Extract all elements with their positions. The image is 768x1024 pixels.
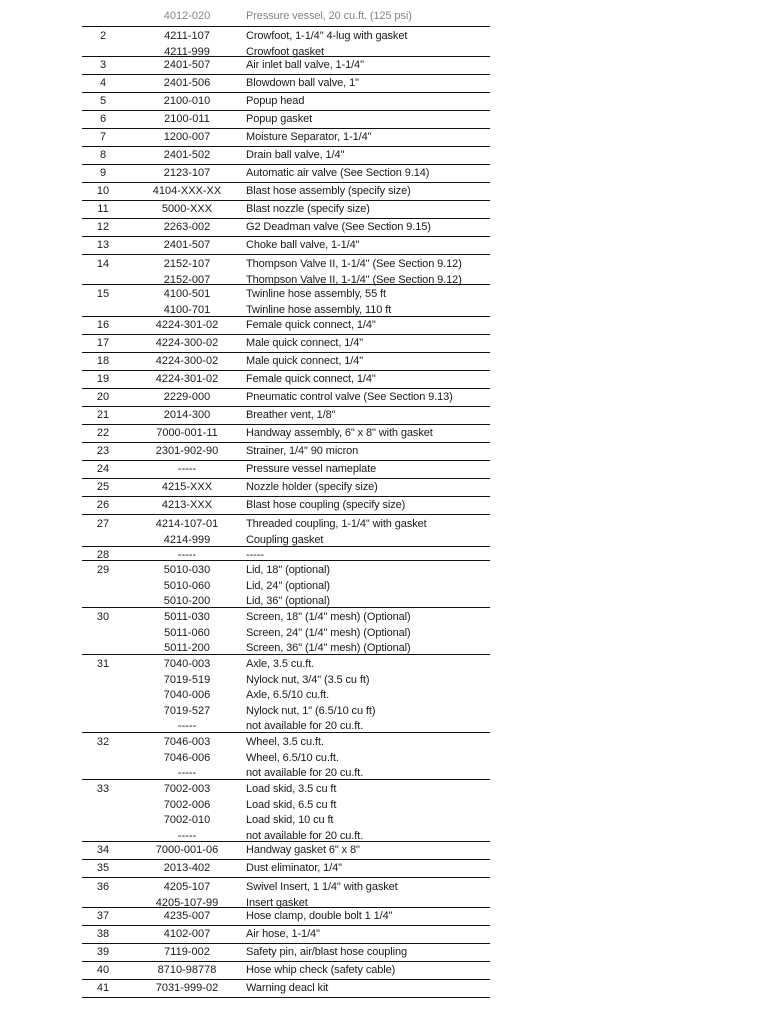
part-number: 4224-301-02 (155, 319, 219, 331)
table-row-line (82, 962, 490, 978)
table-row (82, 980, 490, 998)
table-row-line (82, 908, 490, 924)
table-row (82, 219, 490, 237)
part-description: Crowfoot gasket (246, 45, 324, 58)
table-row-line (82, 687, 490, 703)
part-number: 7002-003 (163, 783, 211, 795)
part-description: Hose whip check (safety cable) (246, 964, 396, 976)
table-row-line (82, 797, 490, 813)
table-row-line (82, 672, 490, 688)
table-row-line (82, 703, 490, 719)
part-description: Handway assembly, 6" x 8" with gasket (246, 427, 433, 439)
part-description: Axle, 3.5 cu.ft. (246, 658, 315, 670)
item-number: 5 (99, 95, 107, 107)
part-description: not available for 20 cu.ft. (246, 720, 364, 732)
part-number: 5011-200 (164, 642, 210, 654)
table-row-line (82, 842, 490, 858)
table-row (82, 842, 490, 860)
item-number: 19 (96, 373, 110, 385)
part-description: Blowdown ball valve, 1" (246, 77, 359, 89)
item-number: 10 (96, 185, 110, 197)
table-row-line (82, 765, 490, 781)
item-number: 7 (99, 131, 107, 143)
table-row (82, 371, 490, 389)
table-row-line (82, 335, 490, 351)
part-description: Screen, 18" (1/4" mesh) (Optional) (246, 611, 411, 623)
part-description: Coupling gasket (246, 533, 324, 546)
table-row-line (82, 93, 490, 109)
table-row (82, 57, 490, 75)
table-row-line (82, 219, 490, 235)
table-row-line (82, 389, 490, 405)
item-number: 4 (99, 77, 107, 89)
part-description: Moisture Separator, 1-1/4" (246, 131, 372, 143)
part-number: ----- (177, 829, 197, 842)
table-row-line (82, 302, 490, 318)
part-number: 8710-98778 (157, 964, 217, 976)
part-number: 4214-999 (163, 533, 211, 546)
part-description: Thompson Valve II, 1-1/4" (See Section 9.12) (246, 273, 462, 286)
part-description: Female quick connect, 1/4" (246, 373, 376, 385)
part-number: 2401-506 (163, 77, 211, 89)
part-description: Popup head (246, 95, 305, 107)
part-description: Axle, 6.5/10 cu.ft. (246, 689, 330, 701)
table-row-line (82, 479, 490, 495)
table-row-line (82, 860, 490, 876)
part-number: 2401-507 (163, 59, 211, 71)
table-row (82, 317, 490, 335)
part-number: 2229-000 (163, 391, 211, 403)
item-number: 37 (96, 910, 110, 922)
table-row-line (82, 944, 490, 960)
table-row-line (82, 926, 490, 942)
item-number: 21 (96, 409, 110, 421)
part-description: Male quick connect, 1/4" (246, 337, 364, 349)
part-number: 5011-060 (164, 626, 210, 639)
item-number: 35 (96, 862, 110, 874)
table-row-line (82, 497, 490, 513)
table-row (82, 353, 490, 371)
table-row (82, 944, 490, 962)
item-number: 18 (96, 355, 110, 367)
part-number: 4205-107-99 (155, 896, 219, 909)
item-number: 6 (99, 113, 107, 125)
part-number: 4235-007 (163, 910, 211, 922)
part-description: not available for 20 cu.ft. (246, 829, 364, 842)
table-row (82, 129, 490, 147)
item-number: 31 (96, 658, 110, 670)
item-number: 13 (96, 239, 110, 251)
part-number: 2401-507 (163, 239, 211, 251)
part-description: Screen, 24" (1/4" mesh) (Optional) (246, 626, 411, 639)
table-row-line (82, 111, 490, 127)
table-row-line (82, 286, 490, 302)
table-row-line (82, 562, 490, 578)
part-number: 2263-002 (163, 221, 211, 233)
table-row (82, 479, 490, 497)
part-number: 5010-200 (163, 595, 211, 607)
part-number: 5000-XXX (161, 203, 213, 215)
table-row-line (82, 609, 490, 625)
item-number: 22 (96, 427, 110, 439)
item-number: 14 (96, 258, 110, 270)
item-number: 33 (96, 783, 110, 795)
part-number: 4102-007 (163, 928, 211, 940)
item-number: 25 (96, 481, 110, 493)
table-row-line (82, 980, 490, 996)
part-description: Female quick connect, 1/4" (246, 319, 376, 331)
part-number: 7019-527 (163, 704, 211, 717)
table-row (82, 237, 490, 255)
part-description: Nylock nut, 1" (6.5/10 cu ft) (246, 704, 376, 717)
part-description: Handway gasket 6" x 8" (246, 844, 360, 856)
table-row-line (82, 640, 490, 656)
part-number: 1200-007 (163, 131, 211, 143)
table-row-line (82, 201, 490, 217)
part-number: 4224-300-02 (155, 355, 219, 367)
part-description: Choke ball valve, 1-1/4" (246, 239, 360, 251)
part-number: 7040-003 (163, 658, 211, 670)
part-description: Threaded coupling, 1-1/4" with gasket (246, 518, 427, 530)
table-row-line (82, 718, 490, 734)
part-description: Warning deacl kit (246, 982, 329, 994)
part-number: 2152-107 (163, 258, 211, 270)
table-row (82, 908, 490, 926)
part-number: ----- (177, 549, 197, 561)
part-description: G2 Deadman valve (See Section 9.15) (246, 221, 431, 233)
part-description: Strainer, 1/4" 90 micron (246, 445, 359, 457)
table-row-line (82, 734, 490, 750)
item-number: 39 (96, 946, 110, 958)
table-row-line (82, 407, 490, 423)
part-number: 4100-501 (163, 288, 211, 300)
part-description: Wheel, 3.5 cu.ft. (246, 736, 324, 748)
part-description: Lid, 18" (optional) (246, 564, 330, 576)
table-row (82, 255, 490, 285)
table-row (82, 962, 490, 980)
table-row (82, 443, 490, 461)
part-number: 4224-300-02 (155, 337, 219, 349)
item-number: 36 (96, 881, 110, 893)
part-number: 7031-999-02 (155, 982, 219, 994)
part-description: Pressure vessel nameplate (246, 463, 377, 475)
part-description: Drain ball valve, 1/4" (246, 149, 345, 161)
table-row (82, 111, 490, 129)
part-number: 7000-001-11 (156, 427, 218, 439)
item-number: 2 (99, 30, 107, 42)
part-number: 4104-XXX-XX (152, 185, 222, 197)
part-number: ----- (177, 767, 197, 779)
part-description: Dust eliminator, 1/4" (246, 862, 342, 874)
item-number: 23 (96, 445, 110, 457)
table-row-line (82, 317, 490, 333)
part-number: ----- (177, 720, 197, 732)
table-row-line (82, 425, 490, 441)
item-number: 28 (96, 549, 110, 561)
table-row (82, 183, 490, 201)
table-row (82, 93, 490, 111)
table-row-line (82, 371, 490, 387)
part-number: 4214-107-01 (155, 518, 219, 530)
part-number: 5010-030 (163, 564, 211, 576)
table-row-line (82, 461, 490, 477)
table-row-line (82, 532, 490, 548)
item-number: 26 (96, 499, 110, 511)
table-row (82, 860, 490, 878)
table-row-line (82, 656, 490, 672)
part-number: 2152-007 (163, 273, 211, 286)
item-number: 40 (96, 964, 110, 976)
part-number: 7046-003 (163, 736, 211, 748)
part-description: not available for 20 cu.ft. (246, 767, 364, 779)
part-description: ----- (246, 549, 264, 561)
table-row (82, 389, 490, 407)
table-row (82, 515, 490, 547)
item-number: 41 (96, 982, 110, 994)
part-number: ----- (177, 463, 197, 475)
part-number: 4211-999 (164, 45, 210, 58)
item-number: 3 (99, 59, 107, 71)
part-number: 4205-107 (163, 881, 211, 893)
part-description: Load skid, 3.5 cu ft (246, 783, 337, 795)
item-number: 24 (96, 463, 110, 475)
part-number: 2013-402 (163, 862, 211, 874)
table-row-line (82, 28, 490, 44)
table-row (82, 201, 490, 219)
table-row-line (82, 750, 490, 766)
table-row-line (82, 129, 490, 145)
table-row (82, 878, 490, 908)
part-number: 7119-002 (164, 946, 210, 958)
table-row (82, 655, 490, 733)
part-description: Nylock nut, 3/4" (3.5 cu ft) (246, 673, 370, 686)
part-number: 4012-020 (163, 10, 211, 22)
table-row-line (82, 75, 490, 91)
item-number: 30 (96, 611, 110, 623)
item-number: 16 (96, 319, 110, 331)
table-row-line (82, 593, 490, 609)
part-number: 7019-519 (163, 673, 211, 686)
item-number: 29 (96, 564, 110, 576)
item-number: 27 (96, 518, 110, 530)
part-description: Safety pin, air/blast hose coupling (246, 946, 407, 958)
table-row (82, 926, 490, 944)
table-row (82, 0, 490, 27)
part-description: Swivel Insert, 1 1/4" with gasket (246, 881, 398, 893)
part-number: 4215-XXX (161, 481, 213, 493)
table-row-line (82, 443, 490, 459)
item-number: 15 (96, 288, 110, 300)
part-description: Pressure vessel, 20 cu.ft. (125 psi) (246, 10, 412, 22)
part-description: Twinline hose assembly, 55 ft (246, 288, 386, 300)
part-description: Thompson Valve II, 1-1/4" (See Section 9.12) (246, 258, 462, 270)
table-row-line (82, 57, 490, 73)
part-description: Load skid, 6.5 cu ft (246, 798, 337, 811)
table-row (82, 425, 490, 443)
item-number: 9 (99, 167, 107, 179)
table-row-line (82, 8, 490, 24)
table-row-line (82, 183, 490, 199)
table-row-line (82, 625, 490, 641)
item-number: 34 (96, 844, 110, 856)
part-number: 7046-006 (163, 751, 211, 764)
table-row (82, 461, 490, 479)
part-number: 7002-006 (163, 798, 211, 811)
item-number: 32 (96, 736, 110, 748)
table-row (82, 335, 490, 353)
part-number: 7000-001-06 (155, 844, 219, 856)
table-row (82, 497, 490, 515)
item-number: 20 (96, 391, 110, 403)
item-number: 38 (96, 928, 110, 940)
part-number: 2014-300 (163, 409, 211, 421)
part-description: Twinline hose assembly, 110 ft (246, 303, 392, 316)
table-row-line (82, 256, 490, 272)
part-description: Blast nozzle (specify size) (246, 203, 370, 215)
part-description: Lid, 36" (optional) (246, 595, 330, 607)
part-description: Wheel, 6.5/10 cu.ft. (246, 751, 339, 764)
part-description: Popup gasket (246, 113, 313, 125)
table-row (82, 608, 490, 655)
part-description: Lid, 24" (optional) (246, 579, 330, 592)
part-number: 2123-107 (163, 167, 211, 179)
item-number: 12 (96, 221, 110, 233)
part-description: Male quick connect, 1/4" (246, 355, 364, 367)
part-description: Load skid, 10 cu ft (246, 814, 334, 826)
part-number: 2301-902-90 (155, 445, 219, 457)
part-description: Blast hose coupling (specify size) (246, 499, 406, 511)
part-number: 2401-502 (163, 149, 211, 161)
part-description: Blast hose assembly (specify size) (246, 185, 411, 197)
part-description: Air hose, 1-1/4" (246, 928, 320, 940)
table-row (82, 285, 490, 317)
table-row (82, 547, 490, 561)
table-row (82, 27, 490, 57)
part-description: Automatic air valve (See Section 9.14) (246, 167, 430, 179)
part-description: Air inlet ball valve, 1-1/4" (246, 59, 364, 71)
part-description: Hose clamp, double bolt 1 1/4" (246, 910, 393, 922)
parts-list-table (82, 0, 492, 1024)
table-row-line (82, 165, 490, 181)
table-row-line (82, 237, 490, 253)
part-number: 7040-006 (163, 689, 211, 701)
part-description: Crowfoot, 1-1/4" 4-lug with gasket (246, 30, 408, 42)
part-description: Nozzle holder (specify size) (246, 481, 378, 493)
table-row-line (82, 516, 490, 532)
table-row (82, 407, 490, 425)
part-description: Pneumatic control valve (See Section 9.13) (246, 391, 453, 403)
part-description: Insert gasket (246, 896, 308, 909)
part-description: Screen, 36" (1/4" mesh) (Optional) (246, 642, 411, 654)
part-number: 4224-301-02 (155, 373, 219, 385)
table-row-line (82, 147, 490, 163)
item-number: 8 (99, 149, 107, 161)
table-row (82, 75, 490, 93)
table-row (82, 165, 490, 183)
part-number: 4213-XXX (161, 499, 213, 511)
table-row-line (82, 578, 490, 594)
item-number: 17 (96, 337, 110, 349)
table-row (82, 147, 490, 165)
part-number: 5010-060 (163, 579, 211, 592)
table-row-line (82, 353, 490, 369)
part-number: 7002-010 (163, 814, 211, 826)
part-number: 4100-701 (163, 303, 211, 316)
table-row (82, 561, 490, 608)
table-row-line (82, 781, 490, 797)
part-number: 2100-011 (164, 113, 210, 125)
part-number: 4211-107 (164, 30, 210, 42)
part-number: 2100-010 (163, 95, 211, 107)
part-number: 5011-030 (164, 611, 210, 623)
part-description: Breather vent, 1/8" (246, 409, 336, 421)
table-row-line (82, 879, 490, 895)
table-row-line (82, 812, 490, 828)
table-row (82, 780, 490, 842)
table-row (82, 733, 490, 780)
item-number: 11 (97, 203, 109, 215)
